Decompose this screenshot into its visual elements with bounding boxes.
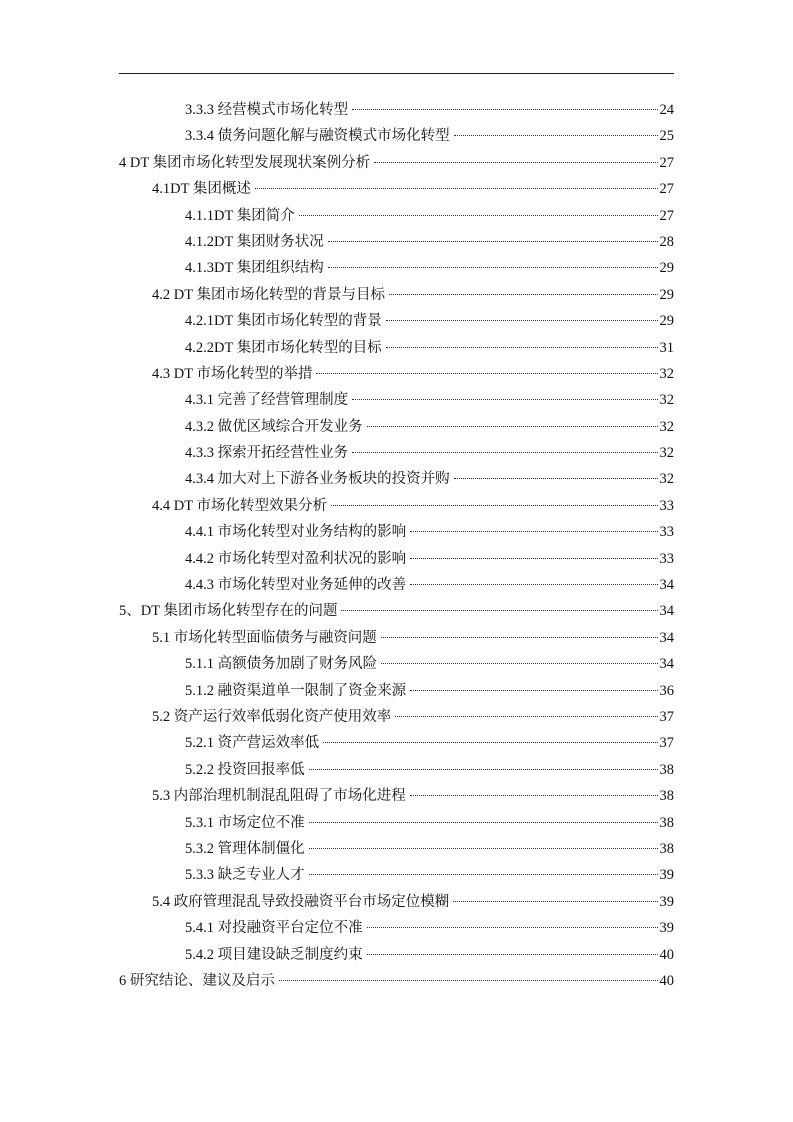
toc-dot-leader [454, 135, 658, 136]
toc-dot-leader [410, 558, 657, 559]
toc-entry-page-number: 29 [659, 286, 674, 303]
toc-dot-leader [309, 874, 658, 875]
toc-dot-leader [386, 320, 658, 321]
toc-entry-title: 5.4.1 对投融资平台定位不准 [185, 920, 363, 937]
toc-entry-title: 5.4 政府管理混乱导致投融资平台市场定位模糊 [152, 893, 450, 910]
toc-entry[interactable] [119, 546, 674, 572]
toc-entry[interactable] [119, 889, 674, 915]
toc-entry[interactable] [119, 335, 674, 361]
toc-dot-leader [367, 927, 658, 928]
toc-entry-title: 4.3.1 完善了经营管理制度 [185, 392, 349, 409]
toc-entry[interactable] [119, 678, 674, 704]
toc-entry[interactable] [119, 704, 674, 730]
toc-dot-leader [367, 426, 658, 427]
toc-entry[interactable] [119, 942, 674, 968]
toc-dot-leader [410, 584, 657, 585]
toc-entry-page-number: 28 [659, 233, 674, 250]
toc-entry-title: 4.4.2 市场化转型对盈利状况的影响 [185, 550, 407, 567]
toc-entry[interactable] [119, 915, 674, 941]
toc-entry[interactable] [119, 651, 674, 677]
toc-dot-leader [386, 347, 658, 348]
toc-dot-leader [309, 848, 658, 849]
toc-entry[interactable] [119, 836, 674, 862]
toc-entry-title: 5.2.2 投资回报率低 [185, 761, 305, 778]
toc-entry-title: 4.3.2 做优区域综合开发业务 [185, 418, 363, 435]
toc-entry-title: 4.2.1DT 集团市场化转型的背景 [185, 313, 382, 330]
toc-entry[interactable] [119, 387, 674, 413]
toc-entry-page-number: 37 [659, 735, 674, 752]
toc-entry-title: 4.1DT 集团概述 [152, 181, 251, 198]
toc-entry-page-number: 25 [659, 128, 674, 145]
toc-entry[interactable] [119, 572, 674, 598]
toc-entry-title: 4.3.3 探索开拓经营性业务 [185, 445, 349, 462]
toc-entry-page-number: 32 [659, 471, 674, 488]
toc-dot-leader [255, 188, 658, 189]
toc-entry-page-number: 27 [659, 154, 674, 171]
toc-entry-page-number: 34 [659, 577, 674, 594]
toc-entry[interactable] [119, 519, 674, 545]
toc-dot-leader [309, 822, 658, 823]
toc-entry[interactable] [119, 598, 674, 624]
toc-entry-title: 5.4.2 项目建设缺乏制度约束 [185, 946, 363, 963]
toc-entry[interactable] [119, 414, 674, 440]
toc-entry-title: 4 DT 集团市场化转型发展现状案例分析 [119, 154, 371, 171]
toc-entry-title: 4.3 DT 市场化转型的举措 [152, 365, 313, 382]
toc-dot-leader [374, 162, 657, 163]
toc-dot-leader [341, 610, 657, 611]
toc-entry-page-number: 32 [659, 445, 674, 462]
toc-entry-page-number: 24 [659, 102, 674, 118]
toc-entry[interactable] [119, 466, 674, 492]
toc-entry-title: 4.3.4 加大对上下游各业务板块的投资并购 [185, 471, 450, 488]
toc-dot-leader [352, 452, 657, 453]
toc-dot-leader [352, 109, 657, 110]
toc-entry-title: 5.3.2 管理体制僵化 [185, 840, 305, 857]
toc-entry-page-number: 27 [659, 207, 674, 224]
toc-entry-page-number: 33 [659, 497, 674, 514]
toc-entry-page-number: 33 [659, 524, 674, 541]
toc-entry[interactable] [119, 203, 674, 229]
toc-dot-leader [328, 267, 658, 268]
toc-entry-page-number: 37 [659, 708, 674, 725]
toc-dot-leader [410, 690, 657, 691]
toc-entry[interactable] [119, 176, 674, 202]
toc-entry-page-number: 39 [659, 920, 674, 937]
toc-entry-title: 5.3 内部治理机制混乱阻碍了市场化进程 [152, 788, 406, 805]
toc-entry-title: 4.1.2DT 集团财务状况 [185, 233, 324, 250]
toc-entry[interactable] [119, 255, 674, 281]
toc-dot-leader [410, 795, 658, 796]
toc-entry-page-number: 40 [659, 946, 674, 963]
toc-entry-title: 5.1 市场化转型面临债务与融资问题 [152, 629, 377, 646]
toc-entry-page-number: 38 [659, 814, 674, 831]
toc-entry[interactable] [119, 783, 674, 809]
toc-dot-leader [299, 215, 658, 216]
toc-entry[interactable] [119, 308, 674, 334]
toc-dot-leader [389, 294, 658, 295]
toc-entry[interactable] [119, 440, 674, 466]
toc-entry-page-number: 38 [659, 788, 674, 805]
toc-dot-leader [410, 531, 657, 532]
toc-dot-leader [454, 478, 658, 479]
toc-entry-page-number: 33 [659, 550, 674, 567]
toc-dot-leader [367, 954, 658, 955]
toc-entry-title: 5.3.3 缺乏专业人才 [185, 867, 305, 884]
toc-entry[interactable] [119, 361, 674, 387]
toc-dot-leader [279, 980, 658, 981]
toc-entry[interactable] [119, 862, 674, 888]
toc-entry-page-number: 29 [659, 313, 674, 330]
toc-entry-page-number: 39 [659, 893, 674, 910]
toc-dot-leader [309, 769, 658, 770]
toc-dot-leader [323, 742, 657, 743]
toc-entry[interactable] [119, 97, 674, 123]
toc-dot-leader [381, 663, 657, 664]
table-of-contents [119, 97, 674, 994]
toc-entry-title: 5.3.1 市场定位不准 [185, 814, 305, 831]
toc-entry-title: 5.2 资产运行效率低弱化资产使用效率 [152, 708, 392, 725]
toc-entry-title: 4.2.2DT 集团市场化转型的目标 [185, 339, 382, 356]
toc-entry-page-number: 36 [659, 682, 674, 699]
toc-entry-title: 5.1.2 融资渠道单一限制了资金来源 [185, 682, 407, 699]
toc-entry[interactable] [119, 757, 674, 783]
toc-dot-leader [316, 373, 657, 374]
toc-entry-title: 3.3.3 经营模式市场化转型 [185, 102, 349, 118]
toc-entry-page-number: 38 [659, 840, 674, 857]
toc-entry-page-number: 34 [659, 629, 674, 646]
toc-entry-page-number: 34 [659, 603, 674, 620]
toc-entry-title: 4.2 DT 集团市场化转型的背景与目标 [152, 286, 385, 303]
toc-entry-page-number: 32 [659, 392, 674, 409]
toc-entry-title: 5、DT 集团市场化转型存在的问题 [119, 603, 338, 620]
toc-entry[interactable] [119, 810, 674, 836]
toc-entry[interactable] [119, 150, 674, 176]
toc-entry-title: 4.4 DT 市场化转型效果分析 [152, 497, 327, 514]
toc-dot-leader [352, 399, 657, 400]
toc-entry-title: 4.1.1DT 集团简介 [185, 207, 295, 224]
toc-entry-page-number: 27 [659, 181, 674, 198]
toc-entry-page-number: 32 [659, 418, 674, 435]
toc-entry-page-number: 34 [659, 656, 674, 673]
toc-entry-title: 4.4.3 市场化转型对业务延伸的改善 [185, 577, 407, 594]
toc-dot-leader [328, 241, 658, 242]
toc-entry-page-number: 32 [659, 365, 674, 382]
toc-entry-title: 3.3.4 债务问题化解与融资模式市场化转型 [185, 128, 450, 145]
toc-entry-title: 4.1.3DT 集团组织结构 [185, 260, 324, 277]
toc-entry[interactable] [119, 123, 674, 149]
toc-entry-page-number: 38 [659, 761, 674, 778]
toc-dot-leader [395, 716, 657, 717]
toc-entry[interactable] [119, 730, 674, 756]
toc-entry[interactable] [119, 229, 674, 255]
toc-entry-title: 5.2.1 资产营运效率低 [185, 735, 320, 752]
toc-entry-page-number: 39 [659, 867, 674, 884]
toc-entry-title: 4.4.1 市场化转型对业务结构的影响 [185, 524, 407, 541]
toc-entry-page-number: 31 [659, 339, 674, 356]
toc-entry[interactable] [119, 968, 674, 994]
toc-entry[interactable] [119, 493, 674, 519]
toc-entry-title: 5.1.1 高额债务加剧了财务风险 [185, 656, 378, 673]
toc-entry-title: 6 研究结论、建议及启示 [119, 972, 275, 989]
toc-dot-leader [453, 901, 657, 902]
toc-entry-page-number: 40 [659, 972, 674, 989]
toc-dot-leader [331, 505, 658, 506]
toc-dot-leader [381, 637, 658, 638]
toc-entry[interactable] [119, 625, 674, 651]
toc-entry[interactable] [119, 282, 674, 308]
toc-entry-page-number: 29 [659, 260, 674, 277]
header-rule [119, 73, 674, 74]
